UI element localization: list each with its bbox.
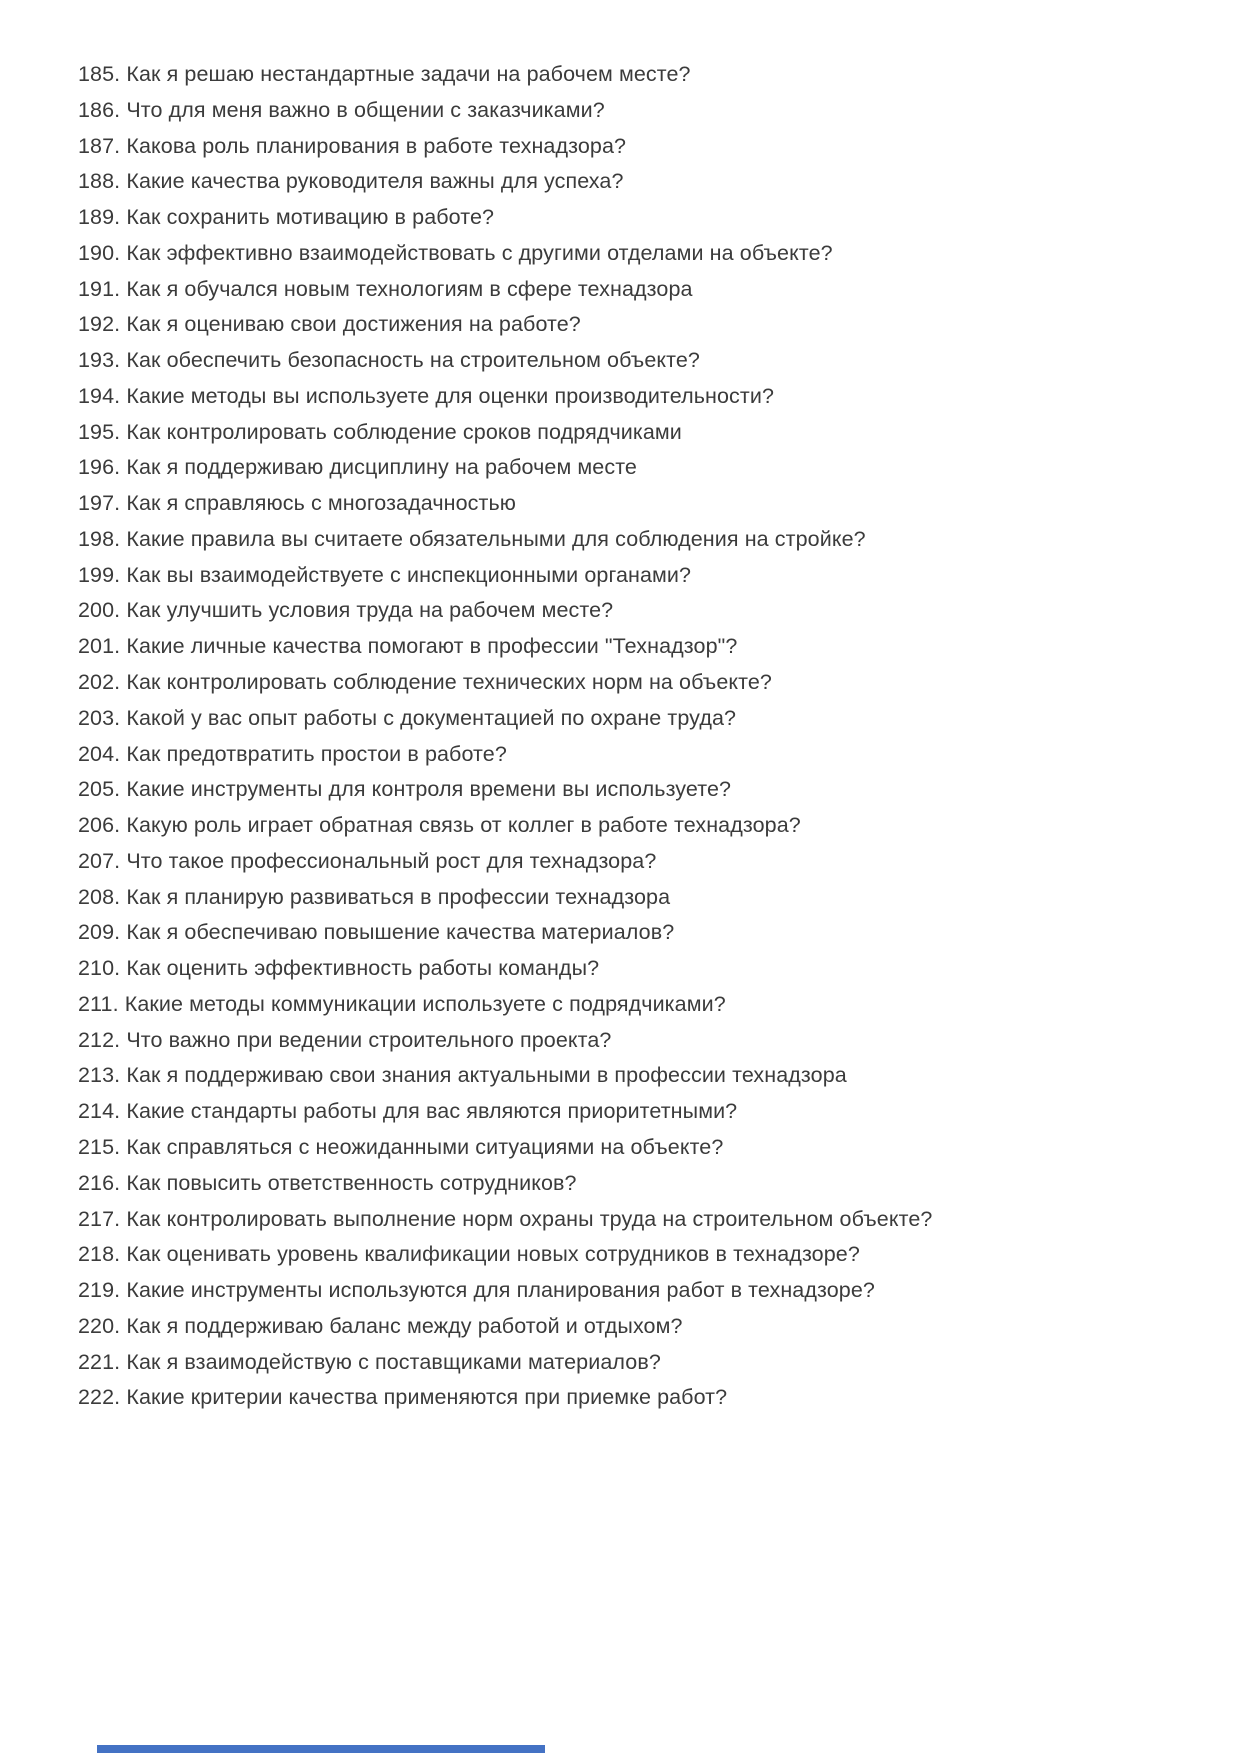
list-item (78, 1202, 1209, 1238)
item-number: 209. (78, 920, 121, 945)
item-number: 217. (78, 1206, 121, 1231)
item-text: Как я взаимодействую с поставщиками материалов? (126, 1349, 661, 1374)
item-text: Как эффективно взаимодействовать с другими отделами на объекте? (126, 240, 833, 265)
item-number: 190. (78, 240, 121, 265)
item-text: Как я поддерживаю дисциплину на рабочем месте (126, 455, 637, 480)
item-number: 218. (78, 1242, 121, 1267)
list-item (78, 1345, 1209, 1381)
item-text: Как обеспечить безопасность на строительном объекте? (126, 348, 700, 373)
list-item (78, 915, 1209, 951)
item-number: 189. (78, 205, 121, 230)
list-item (78, 808, 1209, 844)
item-number: 212. (78, 1027, 121, 1052)
item-number: 201. (78, 634, 121, 659)
list-item (78, 1273, 1209, 1309)
item-number: 191. (78, 276, 121, 301)
item-text: Как сохранить мотивацию в работе? (126, 205, 495, 230)
item-text: Какие личные качества помогают в профессии "Технадзор"? (126, 634, 738, 659)
item-text: Как я поддерживаю баланс между работой и отдыхом? (126, 1313, 683, 1338)
item-text: Как оценить эффективность работы команды? (126, 956, 600, 981)
list-item (78, 200, 1209, 236)
list-item (78, 1023, 1209, 1059)
item-text: Как улучшить условия труда на рабочем месте? (126, 598, 614, 623)
cutoff-blue-bar (97, 1745, 545, 1753)
item-text: Какой у вас опыт работы с документацией по охране труда? (126, 705, 737, 730)
item-number: 195. (78, 419, 121, 444)
list-item (78, 307, 1209, 343)
item-text: Какие методы вы используете для оценки производительности? (126, 383, 775, 408)
item-number: 188. (78, 169, 121, 194)
list-item (78, 272, 1209, 308)
item-number: 185. (78, 62, 121, 86)
list-item (78, 593, 1209, 629)
item-text: Как предотвратить простои в работе? (126, 741, 507, 766)
list-item (78, 129, 1209, 165)
list-item (78, 772, 1209, 808)
list-item (78, 1166, 1209, 1202)
list-item (78, 415, 1209, 451)
list-item (78, 343, 1209, 379)
list-item (78, 1058, 1209, 1094)
list-item (78, 1309, 1209, 1345)
list-item (78, 1130, 1209, 1166)
item-text: Как вы взаимодействуете с инспекционными органами? (126, 562, 692, 587)
item-number: 219. (78, 1278, 121, 1303)
item-text: Что важно при ведении строительного проекта? (126, 1027, 612, 1052)
list-item (78, 450, 1209, 486)
list-item (78, 236, 1209, 272)
item-text: Как оценивать уровень квалификации новых сотрудников в технадзоре? (126, 1242, 860, 1267)
item-text: Как повысить ответственность сотрудников? (126, 1170, 577, 1195)
item-text: Что для меня важно в общении с заказчиками? (126, 97, 605, 122)
list-item (78, 379, 1209, 415)
item-number: 203. (78, 705, 121, 730)
item-number: 216. (78, 1170, 121, 1195)
item-number: 193. (78, 348, 121, 373)
list-item (78, 880, 1209, 916)
item-number: 208. (78, 884, 121, 909)
item-text: Какие инструменты для контроля времени вы используете? (126, 777, 732, 802)
item-number: 199. (78, 562, 121, 587)
list-item (78, 1094, 1209, 1130)
item-text: Как я обучался новым технологиям в сфере технадзора (126, 276, 693, 301)
item-text: Что такое профессиональный рост для технадзора? (126, 848, 657, 873)
item-text: Какую роль играет обратная связь от коллег в работе технадзора? (126, 813, 801, 838)
item-text: Как я справляюсь с многозадачностью (126, 491, 516, 516)
item-number: 221. (78, 1349, 121, 1374)
item-text: Как справляться с неожиданными ситуациями на объекте? (126, 1134, 724, 1159)
question-list (78, 57, 1209, 1416)
item-number: 192. (78, 312, 121, 337)
list-item (78, 164, 1209, 200)
item-number: 215. (78, 1134, 121, 1159)
item-number: 207. (78, 848, 121, 873)
list-item (78, 701, 1209, 737)
item-text: Как я обеспечиваю повышение качества материалов? (126, 920, 675, 945)
item-number: 213. (78, 1063, 121, 1088)
item-number: 194. (78, 383, 121, 408)
list-item (78, 1237, 1209, 1273)
item-text: Как я оцениваю свои достижения на работе? (126, 312, 581, 337)
item-number: 220. (78, 1313, 121, 1338)
list-item (78, 737, 1209, 773)
list-item (78, 629, 1209, 665)
item-text: Какие качества руководителя важны для успеха? (126, 169, 624, 194)
list-item (78, 522, 1209, 558)
item-number: 204. (78, 741, 121, 766)
list-item (78, 951, 1209, 987)
item-text: Какие инструменты используются для планирования работ в технадзоре? (126, 1278, 875, 1303)
item-text: Как я планирую развиваться в профессии технадзора (126, 884, 671, 909)
item-number: 206. (78, 813, 121, 838)
item-number: 214. (78, 1099, 121, 1124)
list-item (78, 558, 1209, 594)
item-number: 198. (78, 526, 121, 551)
item-text: Какие критерии качества применяются при приемке работ? (126, 1385, 728, 1410)
item-number: 202. (78, 670, 121, 695)
item-number: 187. (78, 133, 121, 158)
item-text: Как контролировать выполнение норм охраны труда на строительном объекте? (126, 1206, 933, 1231)
item-text: Как я поддерживаю свои знания актуальными в профессии технадзора (126, 1063, 847, 1088)
item-number: 222. (78, 1385, 121, 1410)
item-text: Какова роль планирования в работе технадзора? (126, 133, 627, 158)
item-text: Какие методы коммуникации используете с подрядчиками? (124, 991, 726, 1016)
item-text: Как контролировать соблюдение технических норм на объекте? (126, 670, 772, 695)
item-number: 196. (78, 455, 121, 480)
item-text: Какие правила вы считаете обязательными для соблюдения на стройке? (126, 526, 866, 551)
list-item (78, 844, 1209, 880)
item-number: 200. (78, 598, 121, 623)
list-item (78, 665, 1209, 701)
list-item (78, 93, 1209, 129)
list-item (78, 486, 1209, 522)
item-number: 211. (78, 991, 119, 1016)
item-text: Как контролировать соблюдение сроков подрядчиками (126, 419, 682, 444)
list-item (78, 1380, 1209, 1416)
list-item (78, 57, 1209, 93)
item-text: Как я решаю нестандартные задачи на рабочем месте? (126, 62, 691, 86)
item-number: 210. (78, 956, 121, 981)
item-number: 205. (78, 777, 121, 802)
list-item (78, 987, 1209, 1023)
item-text: Какие стандарты работы для вас являются приоритетными? (126, 1099, 738, 1124)
item-number: 197. (78, 491, 121, 516)
item-number: 186. (78, 97, 121, 122)
